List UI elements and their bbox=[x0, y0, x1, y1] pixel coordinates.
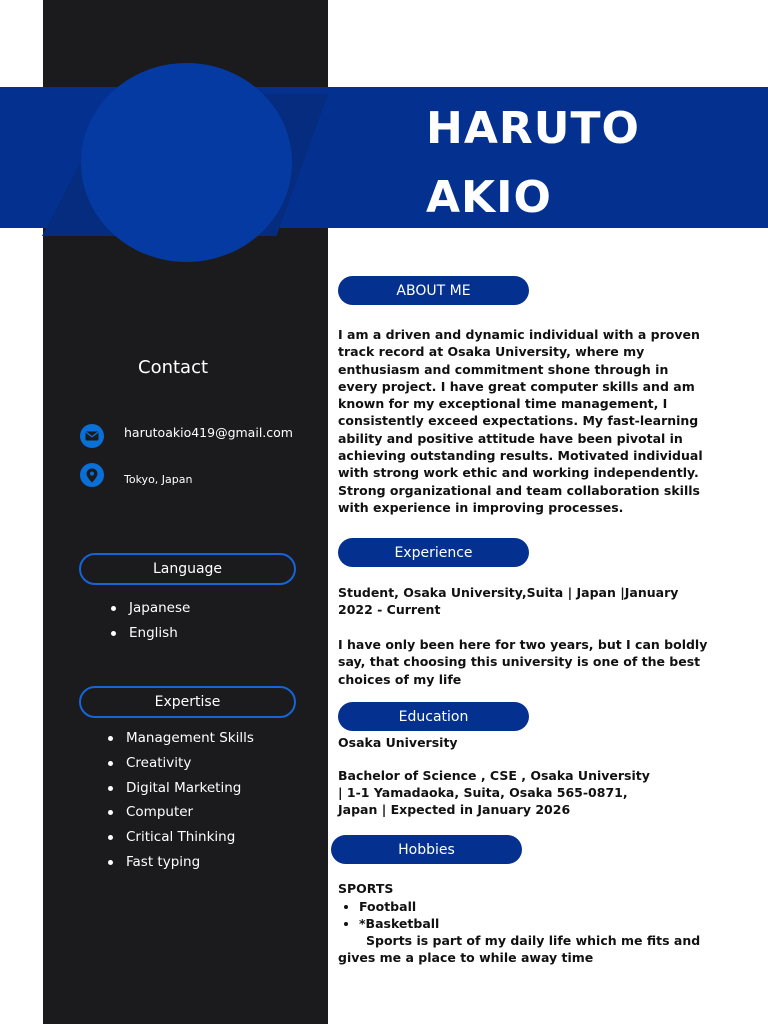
expertise-heading-label: Expertise bbox=[154, 694, 221, 710]
education-expected: Japan | Expected in January 2026 bbox=[338, 802, 571, 817]
hobby-item: Football bbox=[344, 898, 439, 915]
language-heading bbox=[79, 553, 296, 585]
expertise-item: Creativity bbox=[108, 753, 254, 778]
education-address: | 1-1 Yamadaoka, Suita, Osaka 565-0871, bbox=[338, 785, 628, 800]
contact-location: Tokyo, Japan bbox=[124, 473, 193, 486]
education-school: Osaka University bbox=[338, 735, 458, 750]
education-heading-label: Education bbox=[398, 708, 469, 725]
map-pin-icon bbox=[80, 463, 104, 487]
language-item: Japanese bbox=[111, 598, 190, 623]
language-heading-label: Language bbox=[152, 561, 223, 577]
expertise-item: Management Skills bbox=[108, 728, 254, 753]
hobby-category: SPORTS bbox=[338, 881, 394, 896]
hobbies-heading-label: Hobbies bbox=[398, 841, 455, 858]
experience-heading bbox=[338, 538, 529, 567]
name-first: HARUTO bbox=[426, 103, 640, 154]
expertise-item: Fast typing bbox=[108, 852, 254, 877]
expertise-heading bbox=[79, 686, 296, 718]
experience-description: I have only been here for two years, but I can boldly say, that choosing this university is one of the best choices of my life bbox=[338, 637, 708, 687]
about-text: I am a driven and dynamic individual with a proven track record at Osaka University, where my enthusiasm and commitment shone through in every project. I have great computer skills and am known for my exceptional time management, I consistently exceed expectations. My fast-learning ability and positive attitude have been pivotal in achieving outstanding results. Motivated individual with strong work ethic and working independently. Strong organizational and team collaboration skills with experience in improving processes. bbox=[338, 327, 703, 515]
profile-photo-placeholder bbox=[81, 63, 292, 262]
experience-heading-label: Experience bbox=[394, 544, 473, 561]
expertise-item: Computer bbox=[108, 802, 254, 827]
contact-email[interactable]: harutoakio419@gmail.com bbox=[124, 425, 293, 440]
education-heading bbox=[338, 702, 529, 731]
about-heading-label: ABOUT ME bbox=[396, 282, 471, 299]
hobby-item: *Basketball bbox=[344, 915, 439, 932]
expertise-item: Critical Thinking bbox=[108, 827, 254, 852]
mail-icon bbox=[80, 424, 104, 448]
expertise-item: Digital Marketing bbox=[108, 778, 254, 803]
hobby-description-text: Sports is part of my daily life which me fits and gives me a place to while away time bbox=[338, 933, 701, 966]
expertise-list bbox=[108, 728, 254, 877]
contact-heading: Contact bbox=[138, 357, 209, 378]
language-list bbox=[111, 598, 190, 648]
hobbies-heading bbox=[331, 835, 522, 864]
hobby-description bbox=[338, 932, 710, 967]
about-heading bbox=[338, 276, 529, 305]
experience-role: Student, Osaka University,Suita | Japan |January 2022 - Current bbox=[338, 585, 679, 618]
name-last: AKIO bbox=[426, 172, 552, 223]
hobby-list bbox=[344, 898, 439, 933]
education-degree: Bachelor of Science , CSE , Osaka University bbox=[338, 768, 650, 783]
language-item: English bbox=[111, 623, 190, 648]
